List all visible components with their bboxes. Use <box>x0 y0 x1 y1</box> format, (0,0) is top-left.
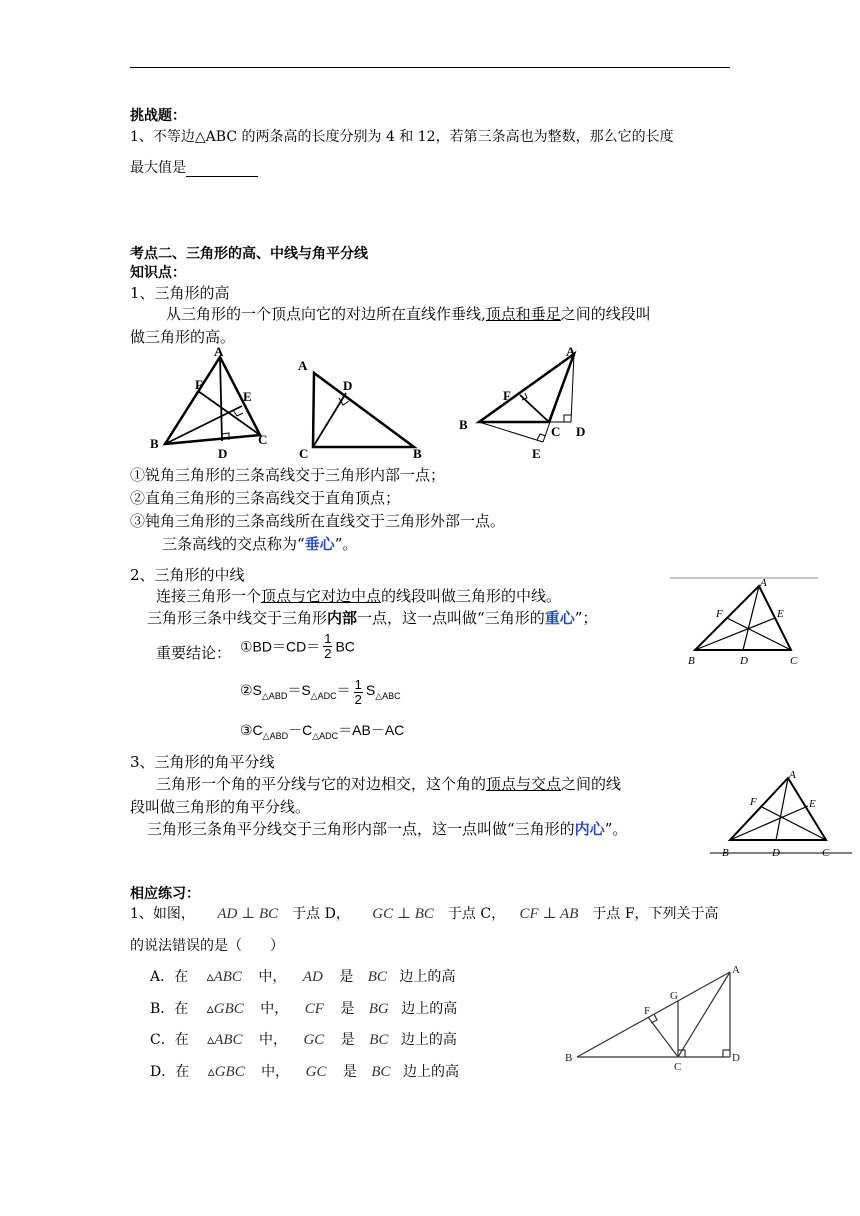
option-d[interactable] <box>150 1061 459 1081</box>
c2-eq: ＝S <box>287 681 311 698</box>
option-c-mid: 中， <box>259 1032 287 1048</box>
c3-sub1: △ABD <box>262 730 289 741</box>
altitude-note-2: ②直角三角形的三条高线交于直角顶点； <box>130 489 401 507</box>
option-c-segment: GC <box>303 1032 325 1048</box>
label-G: G <box>670 990 678 1002</box>
option-a-tail: 边上的高 <box>399 969 456 985</box>
option-a-letter: A．在 <box>150 969 189 985</box>
practice-question-1-line2: 的说法错误的是（ ） <box>130 938 284 954</box>
option-c-triangle: ABC <box>214 1032 243 1048</box>
triangle-symbol: ▵ <box>206 969 214 985</box>
challenge-question-line2 <box>130 157 258 177</box>
label-A: A <box>732 964 740 976</box>
bisector-definition-line1 <box>156 773 621 794</box>
orthocenter-prefix: 三条高线的交点称为“ <box>162 535 305 553</box>
bisector-def-part1: 三角形一个角的平分线与它的对边相交，这个角的 <box>156 775 487 793</box>
c2-sub1: △ABD <box>261 690 288 701</box>
incenter-line <box>147 818 627 839</box>
centroid-line <box>147 607 597 628</box>
label-D: D <box>576 424 586 439</box>
option-c-side: BC <box>369 1032 389 1048</box>
label-B: B <box>722 847 729 859</box>
label-B: B <box>413 446 422 461</box>
acute-triangle-altitudes-figure <box>140 344 280 464</box>
label-B: B <box>688 655 695 667</box>
label-E: E <box>809 798 816 810</box>
c2-sub2: △ADC <box>310 690 337 701</box>
label-C: C <box>299 446 309 461</box>
half-denominator: 2 <box>324 646 332 661</box>
conclusion-2 <box>240 678 401 707</box>
conclusion-3 <box>240 720 404 742</box>
c3-minus: －C <box>288 722 313 738</box>
altitude-def-part1: 从三角形的一个顶点向它的对边所在直线作垂线, <box>166 305 486 323</box>
label-C: C <box>822 847 830 859</box>
option-b-segment: CF <box>304 1001 324 1017</box>
label-B: B <box>459 417 468 432</box>
label-F: F <box>195 377 203 392</box>
label-A: A <box>214 344 224 359</box>
option-b-letter: B．在 <box>150 1001 189 1017</box>
conclusion-1 <box>240 632 355 661</box>
label-E: E <box>243 389 252 404</box>
option-d-triangle: GBC <box>214 1064 245 1080</box>
c2-sub3: △ABC <box>375 690 401 701</box>
triangle-symbol: ▵ <box>206 1001 214 1017</box>
header-rule <box>130 67 730 68</box>
label-E: E <box>777 608 784 620</box>
bisector-def-part2: 之间的线 <box>561 775 622 793</box>
altitude-definition-line1 <box>166 303 651 324</box>
median-triangle-figure <box>668 570 822 672</box>
label-C: C <box>790 655 798 667</box>
q1-prefix: 1、如图， <box>130 906 195 922</box>
label-F: F <box>716 608 723 620</box>
label-E: E <box>532 446 541 461</box>
bisector-triangle-figure <box>708 764 854 860</box>
median-def-part2: 的线段叫做三角形的中线。 <box>381 587 562 605</box>
label-C: C <box>551 424 561 439</box>
option-b[interactable] <box>150 998 457 1018</box>
option-c-is: 是 <box>340 1032 355 1048</box>
q1-text-3: 于点 F，下列关于高 <box>592 906 719 922</box>
section-heading: 考点二、三角形的高、中线与角平分线 <box>130 246 368 262</box>
altitude-note-1: ①锐角三角形的三条高线交于三角形内部一点； <box>130 466 446 484</box>
centroid-bold: 内部 <box>327 609 358 627</box>
q1-math-2: GC ⊥ BC <box>372 906 434 922</box>
half-numerator: 1 <box>324 631 332 646</box>
label-D: D <box>740 655 748 667</box>
option-b-triangle: GBC <box>213 1001 244 1017</box>
right-triangle-altitudes-figure <box>296 354 436 462</box>
knowledge-label: 知识点： <box>130 265 186 281</box>
option-a-triangle: ABC <box>213 969 242 985</box>
c2-a: ②S <box>240 681 262 698</box>
practice-heading: 相应练习： <box>130 886 200 902</box>
median-def-part1: 连接三角形一个 <box>156 587 262 605</box>
option-d-mid: 中， <box>261 1064 290 1080</box>
answer-blank <box>186 162 258 177</box>
orthocenter-term: 垂心 <box>304 535 335 553</box>
challenge-question-text: 最大值是 <box>130 160 186 176</box>
label-A: A <box>789 769 796 781</box>
incenter-suffix: ”。 <box>604 820 628 838</box>
label-F: F <box>750 796 757 808</box>
altitude-definition-line2: 做三角形的高。 <box>130 328 236 346</box>
label-D: D <box>772 847 780 859</box>
label-B: B <box>565 1052 573 1064</box>
challenge-heading: 挑战题： <box>130 108 186 124</box>
label-D: D <box>343 378 353 393</box>
option-a[interactable] <box>150 966 455 986</box>
label-B: B <box>150 436 159 451</box>
label-C: C <box>674 1061 682 1073</box>
q1-text-2: 于点 C， <box>447 906 506 922</box>
label-D: D <box>218 446 228 461</box>
conclusion-label: 重要结论： <box>156 644 232 662</box>
option-c[interactable] <box>150 1029 457 1049</box>
median-title: 2、三角形的中线 <box>130 566 245 584</box>
option-c-letter: C．在 <box>150 1032 189 1048</box>
c2-eq2: ＝ <box>336 681 351 698</box>
label-A: A <box>298 358 308 373</box>
centroid-part1: 三角形三条中线交于三角形 <box>147 609 328 627</box>
option-d-letter: D．在 <box>150 1064 190 1080</box>
orthocenter-line <box>162 533 357 554</box>
triangle-symbol: ▵ <box>207 1064 215 1080</box>
option-d-segment: GC <box>305 1064 327 1080</box>
label-A: A <box>566 344 576 359</box>
label-F: F <box>503 388 511 403</box>
option-a-segment: AD <box>302 969 323 985</box>
c2-s: S <box>365 681 376 698</box>
altitude-title: 1、三角形的高 <box>130 284 230 302</box>
median-def-underlined: 顶点与它对边中点 <box>261 587 382 605</box>
practice-question-1 <box>130 903 719 923</box>
median-definition <box>156 585 561 606</box>
label-C: C <box>258 432 268 447</box>
half-denominator-2: 2 <box>354 692 362 707</box>
bisector-definition-line2: 段叫做三角形的角平分线。 <box>130 798 311 816</box>
c3-sub2: △ADC <box>312 730 339 741</box>
label-F: F <box>644 1005 651 1017</box>
centroid-part2: 一点，这一点叫做“三角形的 <box>357 609 545 627</box>
half-fraction-2 <box>354 678 363 707</box>
half-fraction <box>323 632 332 661</box>
orthocenter-suffix: ”。 <box>334 535 358 553</box>
conclusion-1-suffix: BC <box>335 638 355 655</box>
altitude-def-part2: 之间的线段叫 <box>560 305 651 323</box>
option-a-side: BC <box>367 969 387 985</box>
centroid-term: 重心 <box>544 609 575 627</box>
centroid-suffix: ”； <box>574 609 598 627</box>
option-d-tail: 边上的高 <box>403 1064 459 1080</box>
option-d-is: 是 <box>342 1064 357 1080</box>
half-numerator-2: 1 <box>354 677 362 692</box>
conclusion-1-prefix: ①BD＝CD＝ <box>240 638 321 655</box>
altitude-note-3: ③钝角三角形的三条高线所在直线交于三角形外部一点。 <box>130 512 506 530</box>
option-c-tail: 边上的高 <box>400 1032 457 1048</box>
option-d-side: BC <box>371 1064 391 1080</box>
q1-math-1: AD ⊥ BC <box>217 906 279 922</box>
incenter-term: 内心 <box>574 820 605 838</box>
option-b-mid: 中， <box>260 1001 289 1017</box>
c3-a: ③C <box>240 722 263 738</box>
q1-math-3: CF ⊥ AB <box>519 906 579 922</box>
c3-rest: ＝AB－AC <box>338 722 405 738</box>
obtuse-triangle-altitudes-figure <box>455 344 595 462</box>
triangle-symbol: ▵ <box>207 1032 215 1048</box>
label-A: A <box>760 577 767 589</box>
altitude-def-underlined: 顶点和垂足 <box>485 305 561 323</box>
option-b-is: 是 <box>340 1001 355 1017</box>
practice-figure <box>562 962 752 1074</box>
incenter-part1: 三角形三条角平分线交于三角形内部一点，这一点叫做“三角形的 <box>147 820 575 838</box>
challenge-question-line1: 1、不等边△ABC 的两条高的长度分别为 4 和 12，若第三条高也为整数，那么它的长度 <box>130 129 674 145</box>
option-b-side: BG <box>368 1001 389 1017</box>
q1-text-1: 于点 D， <box>292 906 350 922</box>
label-D: D <box>732 1052 740 1064</box>
option-a-is: 是 <box>339 969 354 985</box>
bisector-def-underlined: 顶点与交点 <box>486 775 562 793</box>
option-b-tail: 边上的高 <box>401 1001 458 1017</box>
option-a-mid: 中， <box>258 969 287 985</box>
bisector-title: 3、三角形的角平分线 <box>130 753 275 771</box>
